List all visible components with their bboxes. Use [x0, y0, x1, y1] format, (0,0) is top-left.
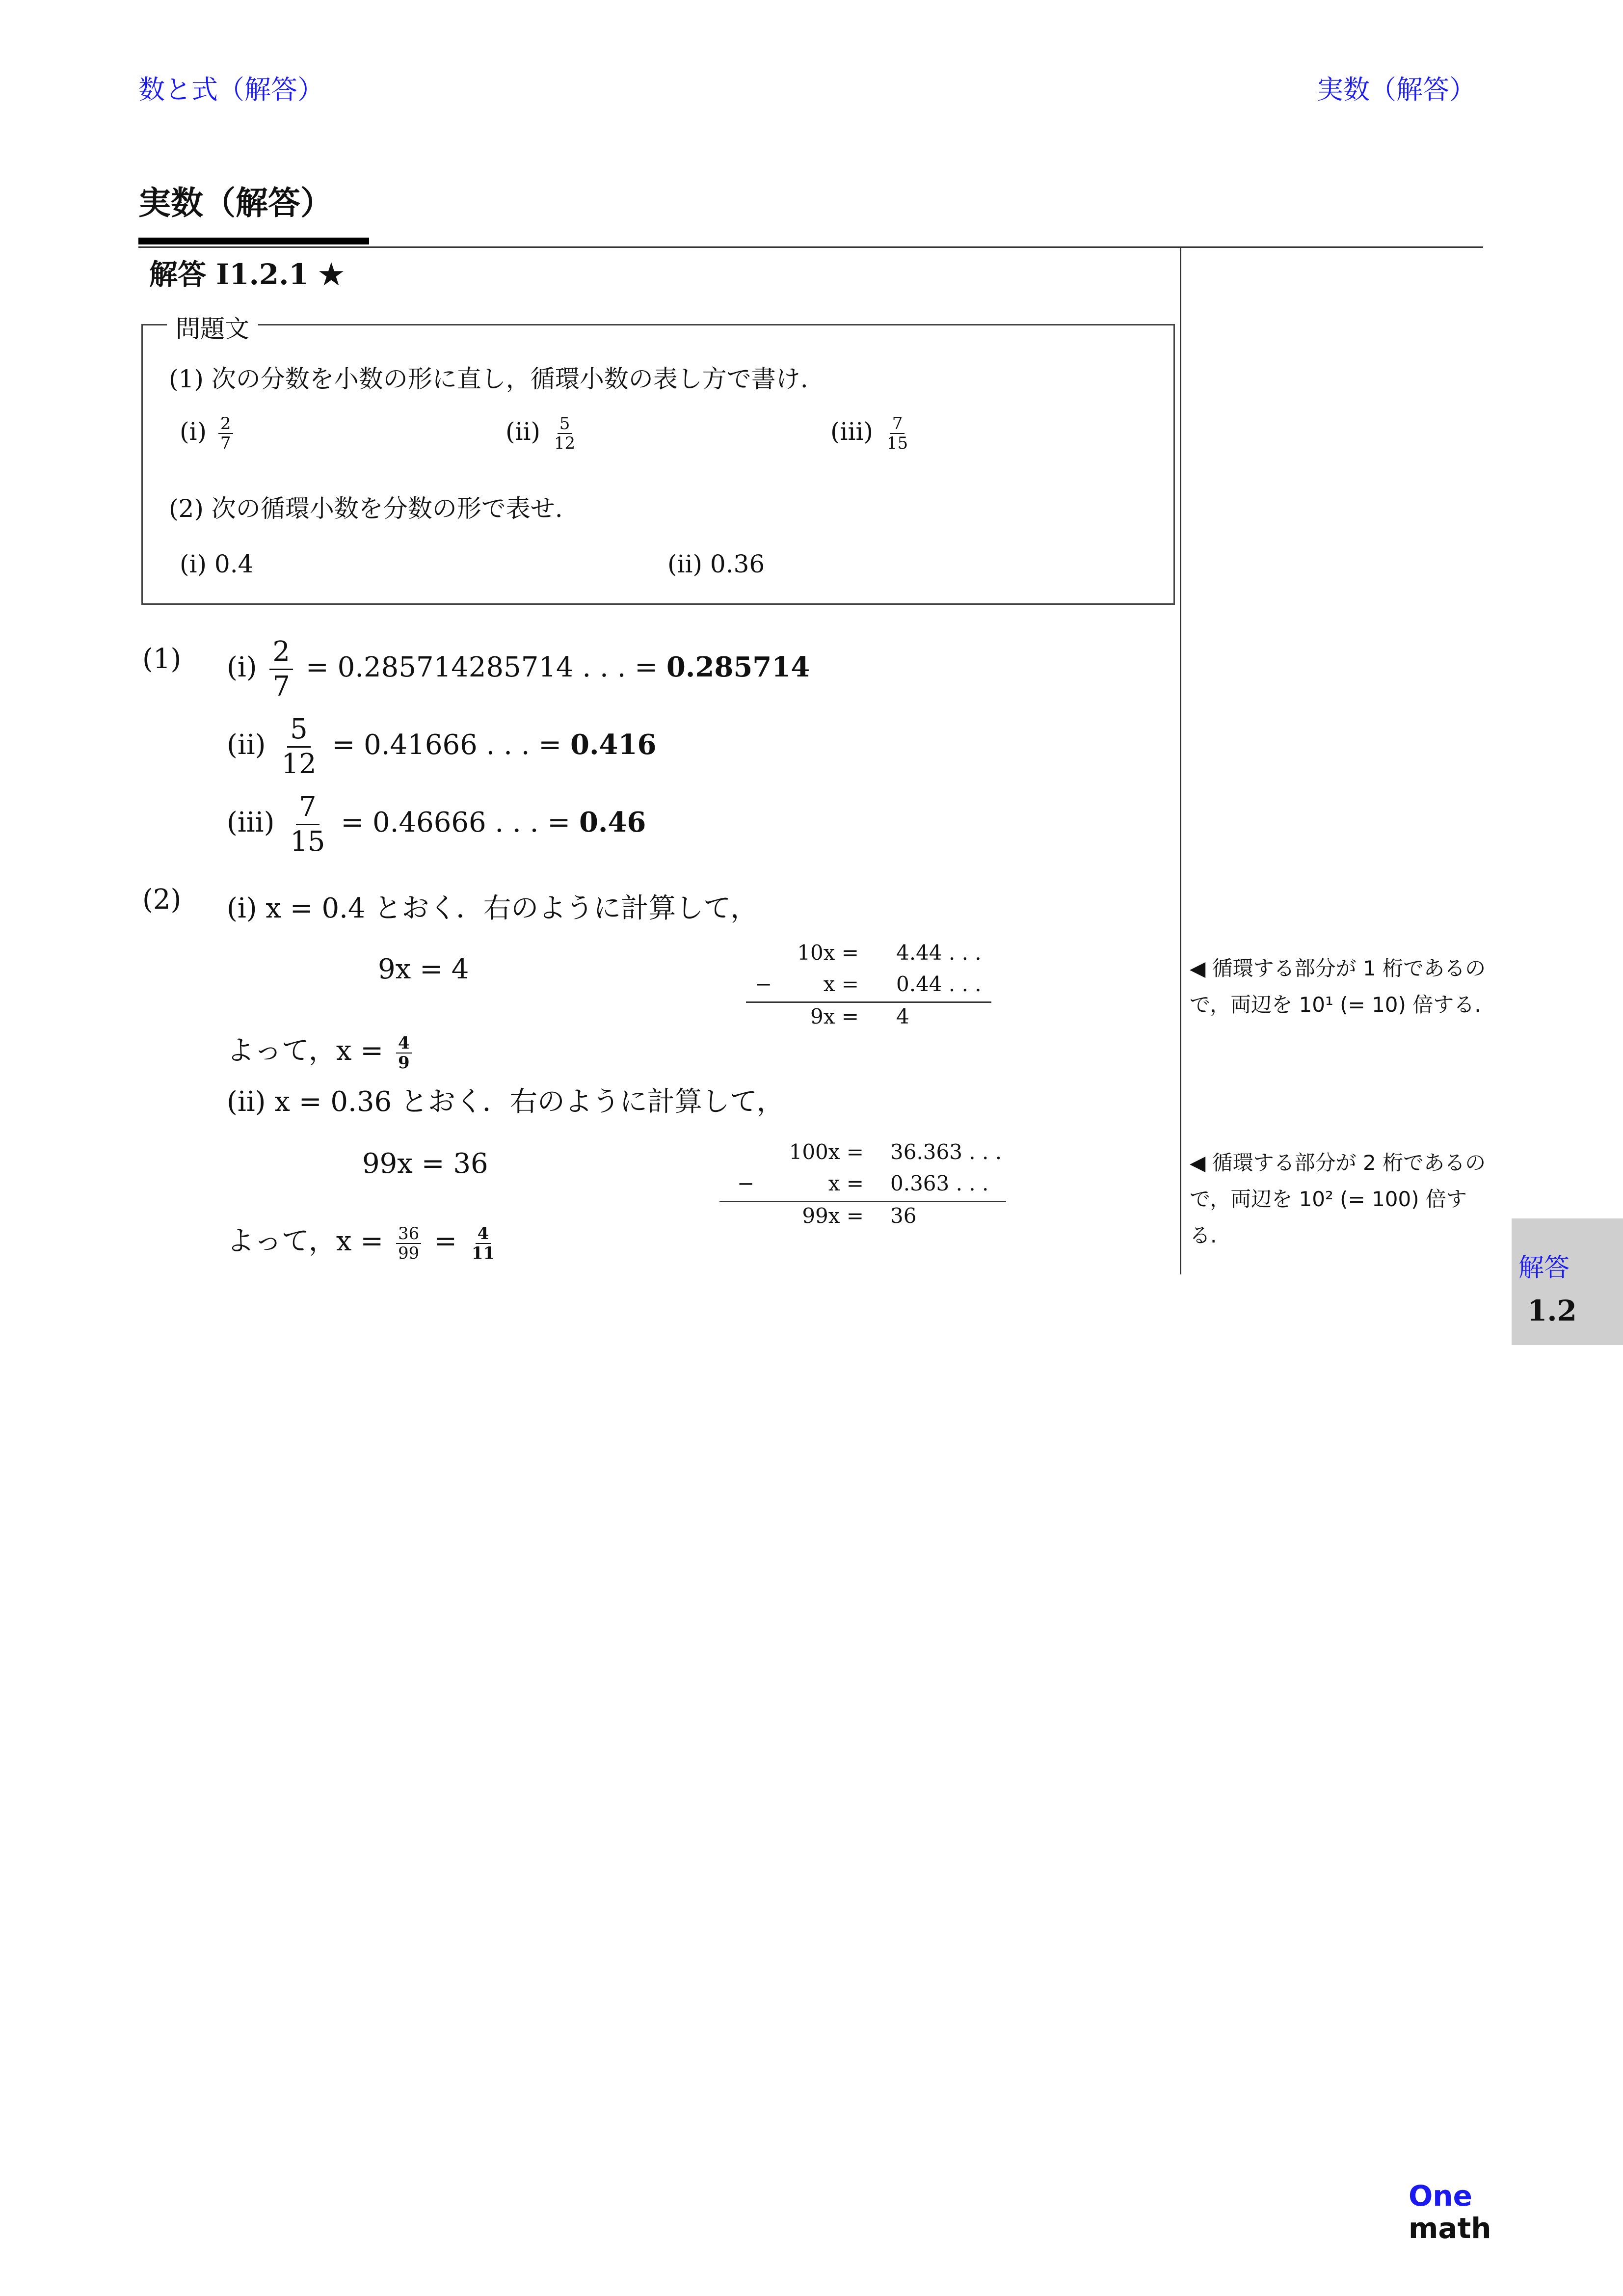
- logo-line1: One: [1409, 2179, 1472, 2213]
- solution1-row-i: (i) $\frac{2}{7}$ = 0.285714285714 . . . = 0.285714: [227, 636, 810, 702]
- page-title: 実数（解答）: [138, 184, 333, 222]
- side-tab-number: 1.2: [1527, 1294, 1577, 1327]
- header-left: 数と式（解答）: [138, 74, 324, 105]
- side-tab-label: 解答: [1518, 1253, 1570, 1283]
- problem-q2-text: (2) 次の循環小数を分数の形で表せ.: [169, 494, 563, 523]
- solution2-i-intro: (i) x = 0.4 とおく．右のように計算して，: [227, 892, 758, 924]
- solution2-i-calc: 10x = 4.44 . . . − x = 0.44 . . . 9x = 4: [746, 941, 991, 1029]
- problem-q1-item-i: (i) $\frac{2}{7}$: [180, 415, 237, 452]
- problem-q1-text: (1) 次の分数を小数の形に直し，循環小数の表し方で書け.: [169, 365, 808, 393]
- problem-box-label: 問題文: [167, 309, 258, 345]
- solution2-ii-calc: 100x = 36.363 . . . − x = 0.363 . . . 99x = 36: [719, 1140, 1006, 1228]
- title-rule: [138, 246, 1483, 248]
- solution1-label: (1): [142, 643, 182, 675]
- solution2-ii-intro: (ii) x = 0.36 とおく．右のように計算して，: [227, 1086, 784, 1118]
- problem-q2-item-i: (i) 0.4: [180, 550, 254, 578]
- solution2-label: (2): [142, 884, 182, 916]
- problem-q1-item-iii: (iii) $\frac{7}{15}$: [830, 414, 908, 453]
- solution2-ii-equation: 99x = 36: [362, 1148, 488, 1180]
- solution2-i-conclusion: よって，x = $\frac{4}{9}$: [227, 1029, 416, 1071]
- title-underline-bar: [138, 238, 369, 244]
- logo-line2: math: [1409, 2212, 1491, 2245]
- solution1-row-iii: (iii) $\frac{7}{15}$ = 0.46666 . . . = 0.46: [227, 791, 646, 858]
- answer-label: 解答 I1.2.1 ★: [149, 258, 344, 291]
- solution2-ii-note: ◀ 循環する部分が 2 桁であるので，両辺を 10² (= 100) 倍する.: [1190, 1151, 1486, 1247]
- header-right: 実数（解答）: [1317, 74, 1476, 105]
- solution2-i-note: ◀ 循環する部分が 1 桁であるので，両辺を 10¹ (= 10) 倍する.: [1190, 956, 1486, 1017]
- solution1-row-ii: (ii) $\frac{5}{12}$ = 0.41666 . . . = 0.416: [227, 713, 657, 780]
- solution2-ii-conclusion: よって，x = $\frac{36}{99}$ = $\frac{4}{11}$: [227, 1223, 495, 1263]
- onemath-logo: [1409, 2180, 1491, 2244]
- problem-q2-item-ii: (ii) 0.36: [667, 550, 765, 578]
- problem-q1-item-ii: (ii) $\frac{5}{12}$: [506, 414, 576, 453]
- solution2-i-equation: 9x = 4: [378, 953, 469, 985]
- margin-divider: [1180, 246, 1181, 1274]
